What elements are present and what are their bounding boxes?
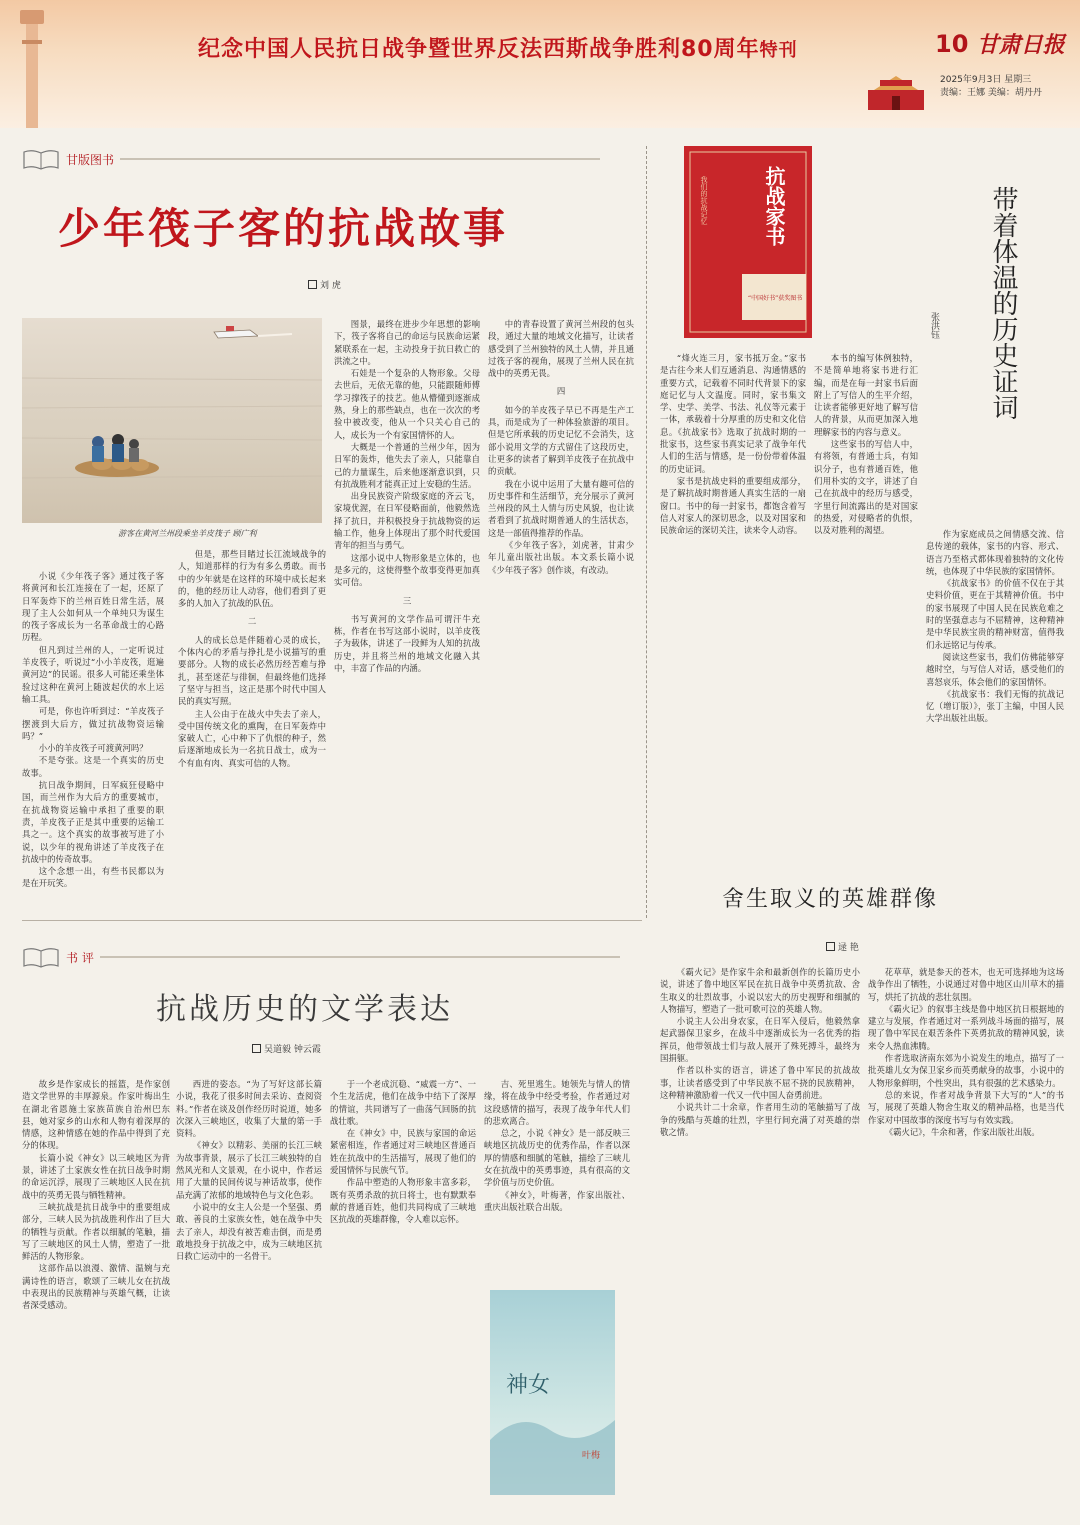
raft-photo — [22, 318, 322, 523]
masthead-banner — [0, 0, 1080, 128]
paper-name: 甘肃日报 — [976, 32, 1065, 58]
headline-body-temperature-testimony: 带着体温的历史证词 — [988, 186, 1018, 420]
page-number: 10 甘肃日报 — [935, 30, 1065, 58]
column-tag-book-review — [22, 946, 620, 968]
book2-title: 神女 — [506, 1373, 551, 1398]
headline-boy-raftsman: 少年筏子客的抗战故事 — [58, 204, 509, 253]
tiananmen-gate-icon — [866, 62, 926, 112]
article2-col3: 作为家庭成员之间情感交流、信息传递的载体，家书的内容、形式、语言乃至格式都体现着独特的文化传统，也体现了中华民族的家国情怀。 《抗战家书》的价值不仅在于其史料价值，更在于其精神价值。书中的家书展现了中国人民在民族危难之时的坚强意志与不屈精神，这种精神是中华民族宝贵的精神财富，值得我们永远铭记与传承。 阅读这些家书，我们仿佛能够穿越时空，与写信人对话，感受他们的喜怒哀乐，体会他们的家国情怀。 《抗战家书：我们无悔的抗战记忆（增订版）》，张丁主编，中国人民大学出版社出版。 — [926, 529, 1064, 724]
book-cover-kangzhan-jiashu — [684, 146, 812, 338]
article2-col2: 本书的编写体例独特，不是简单地将家书进行汇编，而是在每一封家书后面附上了写信人的生平介绍，让读者能够更好地了解写信人的背景，从而更加深入地理解家书的内容与意义。 这些家书的写信人中，有将领，有普通士兵，有知识分子，也有普通百姓，他们用朴实的文字，讲述了自己在抗战中的经历与感受，字里行间流露出的是对国家的热爱，对侵略者的仇恨，以及对胜利的渴望。 — [814, 353, 918, 536]
headline-literary-expression: 抗战历史的文学表达 — [156, 992, 453, 1027]
column-tag-gansu-books — [22, 148, 600, 170]
article3-col4: 吉、死里逃生。她领先与情人的情缘，将在战争中经受考验，作者通过对这段感情的描写，表现了战争年代人们的悲欢离合。 总之，小说《神女》是一部反映三峡地区抗战历史的优秀作品，作者以深厚的情感和细腻的笔触，描绘了三峡儿女在抗战中的英勇事迹，具有很高的文学价值与历史价值。 《神女》，叶梅著，作家出版社、重庆出版社联合出版。 — [484, 1079, 630, 1212]
book2-author: 叶梅 — [582, 1451, 601, 1461]
column-tag-label: 甘版图书 — [66, 152, 115, 167]
article4-col1: 《霸火记》是作家牛余和最新创作的长篇历史小说，讲述了鲁中地区军民在抗日战争中英勇抗敌、舍生取义的壮烈故事，小说以宏大的历史视野和细腻的人物描写，塑造了一批可歌可泣的英雄人物。 小说主人公出身农家，在日军入侵后，他毅然拿起武器保卫家乡，在战斗中逐渐成长为一名优秀的指挥员，他带领战士们与敌人展开了殊死搏斗，最终为国捐躯。 作者以朴实的语言，讲述了鲁中军民的抗战故事，让读者感受到了中华民族不屈不挠的民族精神，这种精神激励着一代又一代中国人奋勇前进。 小说共计二十余章，作者用生动的笔触描写了战争的残酷与英雄的壮烈，字里行间充满了对英雄的崇敬之情。 — [660, 967, 860, 1137]
article3-col1: 故乡是作家成长的摇篮，是作家创造文学世界的丰厚源泉。作家叶梅出生在湖北省恩施土家族苗族自治州巴东县，她对家乡的山水和人物有着深厚的情感，这种情感在她的作品中得到了充分的体现。 长篇小说《神女》以三峡地区为背景，讲述了土家族女性在抗日战争时期的命运沉浮，展现了三峡地区人民在抗战中的英勇无畏与牺牲精神。 三峡抗战是抗日战争中的重要组成部分，三峡人民为抗战胜利作出了巨大的牺牲与贡献。作者以细腻的笔触，描写了三峡地区的风土人情，塑造了一批鲜活的人物形象。 这部作品以浪漫、激情、温婉与充满诗性的语言，歌颂了三峡儿女在抗战中表现出的民族精神与英雄气概，让读者深受感动。 — [22, 1079, 170, 1311]
article4-col2: 花草草，就是参天的苍木，也无可选择地为这场战争作出了牺牲，小说通过对鲁中地区山川草木的描写，烘托了抗战的悲壮氛围。 《霸火记》的叙事主线是鲁中地区抗日根据地的建立与发展，作者通过对一系列战斗场面的描写，展现了鲁中军民在艰苦条件下英勇抗敌的精神风貌，读来令人热血沸腾。 作者选取济南东郊为小说发生的地点，描写了一批英雄儿女为保卫家乡而英勇献身的故事，小说中的人物形象鲜明，个性突出，具有很强的艺术感染力。 总的来说，作者对战争背景下大写的“人”的书写，展现了英雄人物舍生取义的精神品格，也是当代作家对中国故事的深度书写与有效实践。 《霸火记》，牛余和著，作家出版社出版。 — [868, 967, 1064, 1137]
speedboat-icon — [214, 326, 292, 338]
byline-section1: 刘 虎 — [308, 278, 341, 291]
photo-caption: 游客在黄河兰州段乘坐羊皮筏子 顾广利 — [118, 529, 257, 538]
byline-section2: 张洪钰 — [929, 312, 939, 339]
article3-col3: 于一个老成沉稳、“威震一方”、一个生龙活虎，他们在战争中结下了深厚的情谊，共同谱写了一曲荡气回肠的抗战壮歌。 在《神女》中，民族与家国的命运紧密相连，作者通过对三峡地区普通百姓在抗战中的生活描写，展现了他们的爱国情怀与民族气节。 作品中塑造的人物形象丰富多彩，既有英勇杀敌的抗日将士，也有默默奉献的普通百姓，他们共同构成了三峡地区抗战的英雄群像，令人难以忘怀。 — [330, 1079, 476, 1225]
open-book-icon — [22, 946, 60, 968]
ornamental-pillar-icon — [12, 0, 52, 128]
banner-tag: 特刊 — [759, 40, 798, 61]
issue-meta — [940, 74, 1042, 100]
column-tag-rule — [120, 158, 600, 160]
issue-editors: 责编：王娜 美编：胡丹丹 — [940, 88, 1042, 98]
article1-col4: 中的青春设置了黄河兰州段的包头段，通过大量的地域文化描写，让读者感受到了兰州独特的风土人情，并且通过筏子客的视角，展现了兰州人民在抗战中的英勇无畏。 四 如今的羊皮筏子早已不再是生产工具，而是成为了一种体验旅游的项目。但是它所承载的历史记忆不会消失，这部小说用文学的方式留住了这段历史，让更多的读者了解到羊皮筏子在抗战中的贡献。 我在小说中运用了大量有趣可信的历史事件和生活细节，充分展示了黄河兰州段的风土人情与历史风貌，也让读者看到了抗战时期普通人的生活状态，这是一部值得推荐的作品。 《少年筏子客》，刘虎著，甘肃少年儿童出版社出版。本文系长篇小说《少年筏子客》创作谈，有改动。 — [488, 319, 634, 575]
article3-col2: 西进的姿态。“为了写好这部长篇小说，我花了很多时间去采访、查阅资料。”作者在谈及创作经历时说道，她多次深入三峡地区，收集了大量的第一手资料。 《神女》以精彩、美丽的长江三峡为故事背景，展示了长江三峡独特的自然风光和人文景观，在小说中，作者运用了大量的民间传说与神话故事，使作品充满了浓郁的地域特色与文化色彩。 小说中的女主人公是一个坚强、勇敢、善良的土家族女性，她在战争中失去了亲人，却没有被苦难击倒，而是勇敢地投身于抗战之中，成为三峡地区抗日救亡运动中的一名骨干。 — [176, 1079, 322, 1262]
byline-section4: 逯 艳 — [826, 940, 859, 953]
issue-date: 2025年9月3日 星期三 — [940, 75, 1032, 85]
column-tag-label: 书 评 — [66, 950, 94, 965]
raft-photo-drawing — [22, 318, 322, 523]
section-divider-left — [22, 920, 642, 921]
book1-title: 抗战家书 — [762, 166, 786, 246]
book-cover-shennv — [490, 1290, 615, 1495]
byline-section3: 吴道毅 钟云霞 — [252, 1042, 321, 1055]
banner-title: 纪念中国人民抗日战争暨世界反法西斯战争胜利80周年特刊 — [198, 37, 798, 62]
column-tag-rule — [100, 956, 620, 958]
headline-heroic-portraits: 舍生取义的英雄群像 — [722, 887, 939, 912]
column-divider — [646, 146, 647, 918]
book1-badge: “中国好书”获奖图书 — [748, 295, 803, 302]
sheepskin-raft-icon — [75, 434, 159, 477]
article1-col3: 图景，最终在进步少年思想的影响下，筏子客将自己的命运与民族命运紧紧联系在一起，主动投身于抗日救亡的洪流之中。 石娃是一个复杂的人物形象。父母去世后，无依无靠的他，只能跟随师傅学习撑筏子的技艺。他从懵懂到逐渐成熟，身上的那些缺点，也在一次次的考验中被改变，他从一个只关心自己的人，成长为一个有家国情怀的人。 大概是一个普通的兰州少年，因为日军的轰炸，他失去了亲人，只能靠自己的力量谋生，后来他逐渐意识到，只有抗战胜利才能真正过上安稳的生活。 出身民族资产阶级家庭的齐云飞，家境优渥，在日军侵略面前，他毅然选择了抗日，并积极投身于抗战物资的运输工作，他身上体现出了那个时代爱国青年的担当与勇气。 这部小说中人物形象是立体的，也是多元的，这使得整个故事变得更加真实可信。 三 书写黄河的文学作品可谓汗牛充栋，作者在书写这部小说时，以羊皮筏子为载体，讲述了一段鲜为人知的抗战历史，并且将兰州的地域文化融入其中，丰富了作品的内涵。 — [334, 319, 480, 674]
book1-subtitle: 我们的抗战记忆 — [700, 176, 708, 225]
article1-col1: 小说《少年筏子客》通过筏子客将黄河和长江连接在了一起，还原了日军轰炸下的兰州百姓日常生活，展现了主人公如何从一个单纯只为谋生的筏子客成长为一名革命战士的心路历程。 但凡到过兰州的人，一定听说过羊皮筏子，听说过“小小羊皮筏，逛遍黄河边”的民谣。很多人可能还乘坐体验过这种在黄河上随波起伏的水上运输工具。 可是，你也许听到过：“羊皮筏子摆渡到大后方，做过抗战物资运输吗？” 小小的羊皮筏子可渡黄河吗？ 不是夸张。这是一个真实的历史故事。 抗日战争期间，日军疯狂侵略中国，而兰州作为大后方的重要城市，在抗战物资运输中承担了重要的职责，羊皮筏子正是其中重要的运输工具之一。这个真实的故事被写进了小说，以少年的视角讲述了羊皮筏子在抗战中的传奇故事。 这个念想一出，有些书民都以为是在开玩笑。 — [22, 571, 164, 889]
open-book-icon — [22, 148, 60, 170]
article1-col2: 但是，那些目睹过长江流域战争的人，知道那样的行为有多么勇敢。而书中的少年就是在这样的环境中成长起来的，他的经历让人动容，他们看到了更多的人加入了抗战的队伍。 二 人的成长总是伴随着心灵的成长，个体内心的矛盾与挣扎是小说描写的重要部分。人物的成长必然历经苦难与挣扎，甚至迷茫与徘徊，但最终他们选择了坚守与担当，这正是那个时代中国人民的真实写照。 主人公由于在战火中失去了亲人，受中国传统文化的熏陶，在日军轰炸中家破人亡，心中种下了仇恨的种子，然后逐渐地成长为一名抗日战士，成为一个有血有肉、真实可信的人物。 — [178, 549, 326, 768]
article2-col1: “烽火连三月，家书抵万金。”家书是古往今来人们互通消息、沟通情感的重要方式，记载着不同时代背景下的家庭记忆与人文温度。同时，家书集文学、史学、美学、书法、礼仪等元素于一体，承载着十分厚重的历史和文化信息。《抗战家书》选取了抗战时期的一批家书，这些家书真实记录了战争年代人们的生活与情感，是一份份带着体温的历史证词。 家书是抗战史料的重要组成部分，是了解抗战时期普通人真实生活的一扇窗口。书中的每一封家书，都饱含着写信人对家人的深切思念，以及对国家和民族命运的深切关注，读来令人动容。 — [660, 353, 806, 536]
